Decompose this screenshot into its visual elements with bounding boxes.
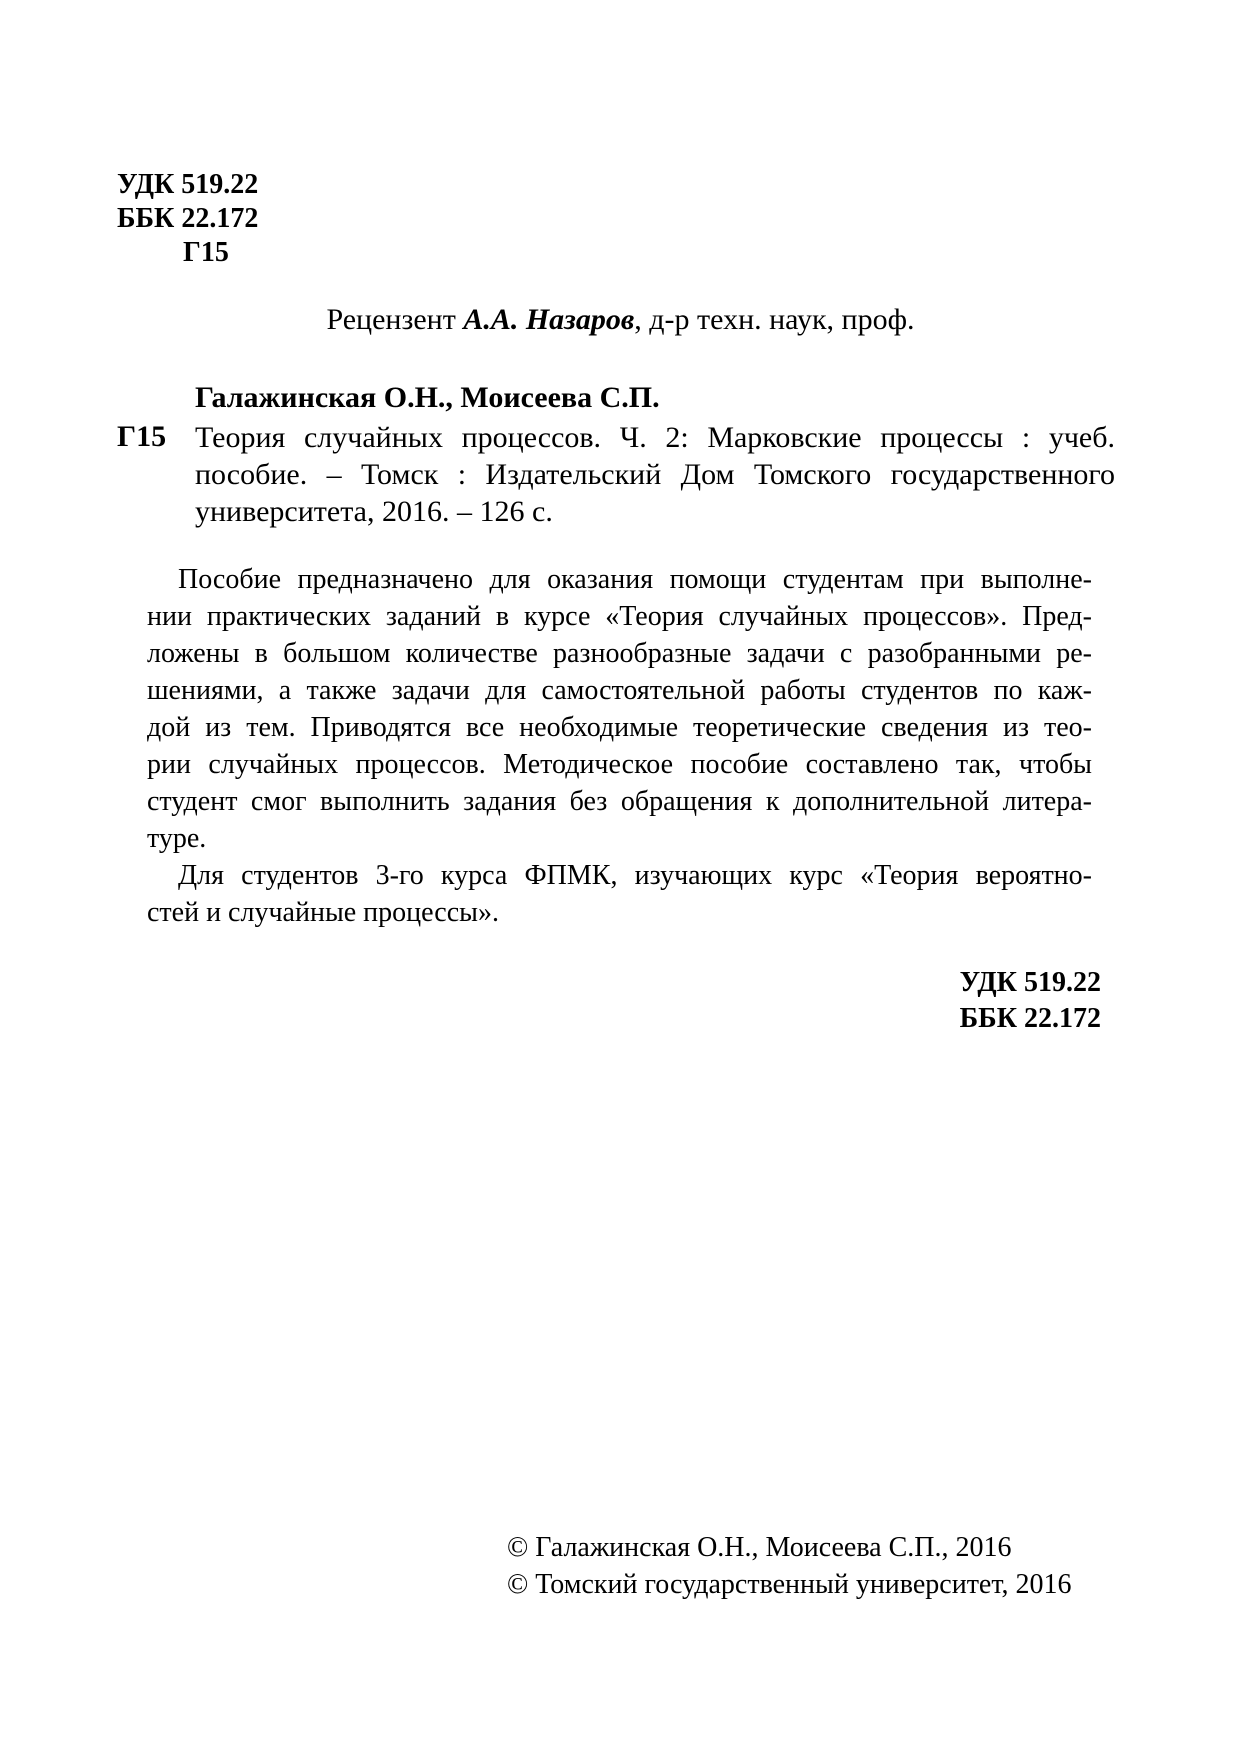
copyright-block bbox=[507, 1529, 1071, 1603]
copyright-university: © Томский государственный университет, 2016 bbox=[507, 1569, 1072, 1600]
bib-line: Теория случайных процессов. Ч. 2: Марковские процессы : учеб. bbox=[195, 421, 1115, 454]
annotation-line: рии случайных процессов. Методическое пособие составлено так, чтобы bbox=[147, 749, 1092, 780]
classification-block-top bbox=[117, 168, 258, 270]
audience-line: стей и случайные процессы». bbox=[147, 897, 499, 928]
annotation-line: студент смог выполнить задания без обращения к дополнительной литера- bbox=[147, 786, 1092, 817]
bib-line: пособие. – Томск : Издательский Дом Томского государственного bbox=[195, 458, 1115, 491]
bbk-code-bottom: ББК 22.172 bbox=[959, 1003, 1101, 1034]
author-code: Г15 bbox=[183, 237, 229, 268]
annotation-line: дой из тем. Приводятся все необходимые теоретические сведения из тео- bbox=[147, 712, 1092, 743]
reviewer-prefix: Рецензент bbox=[326, 303, 464, 336]
udk-code: УДК 519.22 bbox=[117, 169, 259, 200]
annotation-line: шениями, а также задачи для самостоятельной работы студентов по каж- bbox=[147, 675, 1092, 706]
annotation-line: ложены в большом количестве разнообразные задачи с разобранными ре- bbox=[147, 638, 1092, 669]
reviewer-line bbox=[0, 302, 1241, 338]
bibliography-author-code: Г15 bbox=[117, 420, 167, 453]
book-authors: Галажинская О.Н., Моисеева С.П. bbox=[195, 381, 660, 414]
annotation-line: нии практических заданий в курсе «Теория случайных процессов». Пред- bbox=[147, 601, 1092, 632]
reviewer-name: А.А. Назаров bbox=[463, 303, 635, 336]
bibliographic-description bbox=[195, 419, 1115, 530]
annotation-line: Пособие предназначено для оказания помощи студентам при выполне- bbox=[178, 564, 1092, 595]
annotation bbox=[147, 561, 1092, 931]
bib-line: университета, 2016. – 126 с. bbox=[195, 495, 553, 528]
annotation-line: туре. bbox=[147, 823, 207, 854]
bbk-code: ББК 22.172 bbox=[117, 203, 259, 234]
reviewer-credentials: , д-р техн. наук, проф. bbox=[634, 303, 915, 336]
copyright-authors: © Галажинская О.Н., Моисеева С.П., 2016 bbox=[507, 1532, 1012, 1563]
udk-code-bottom: УДК 519.22 bbox=[959, 967, 1101, 998]
classification-block-bottom bbox=[960, 965, 1101, 1037]
audience-line: Для студентов 3-го курса ФПМК, изучающих курс «Теория вероятно- bbox=[178, 860, 1092, 891]
